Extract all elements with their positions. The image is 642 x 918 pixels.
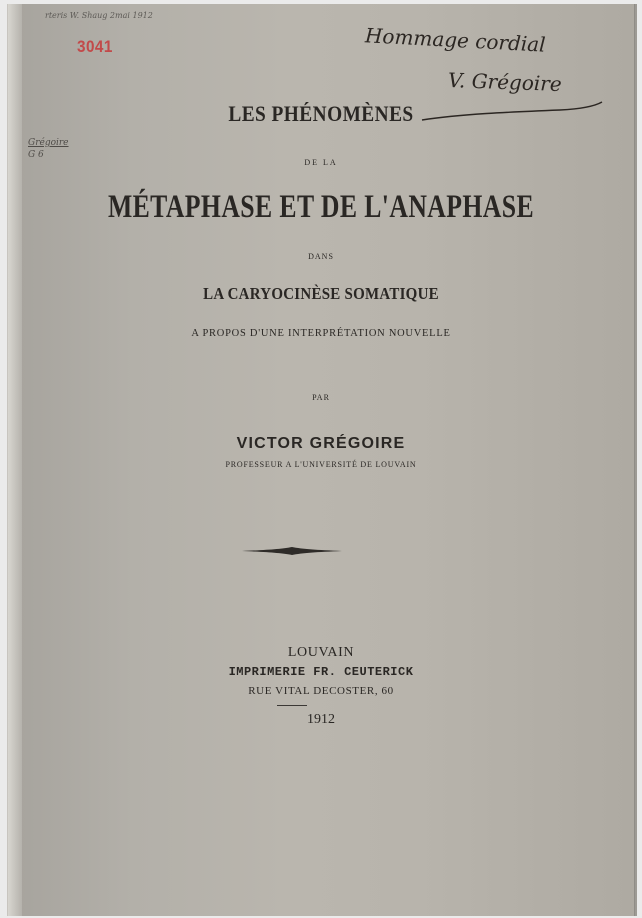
subtitle: LA CARYOCINÈSE SOMATIQUE	[203, 284, 439, 303]
title-line-1: LES PHÉNOMÈNES	[228, 101, 414, 126]
author-name: VICTOR GRÉGOIRE	[236, 435, 406, 452]
pencil-note-left-line2: G 6	[28, 150, 44, 160]
catalog-stamp-number: 3041	[76, 37, 113, 56]
pencil-note-top: rteris W. Shaug 2mai 1912	[45, 11, 153, 20]
publication-year: 1912	[307, 712, 335, 727]
title-connector: DE LA	[304, 158, 338, 167]
printer-name: IMPRIMERIE FR. CEUTERICK	[228, 665, 414, 679]
handwritten-dedication: Hommage cordial	[364, 23, 547, 57]
by-label: PAR	[312, 393, 330, 402]
author-affiliation: PROFESSEUR A L'UNIVERSITÉ DE LOUVAIN	[225, 460, 417, 469]
ornament-divider-icon	[242, 545, 342, 557]
main-title: MÉTAPHASE ET DE L'ANAPHASE	[107, 189, 535, 225]
title-dans: DANS	[308, 252, 334, 261]
publication-city: LOUVAIN	[287, 645, 355, 660]
subtitle-secondary: A PROPOS D'UNE INTERPRÉTATION NOUVELLE	[191, 327, 451, 339]
handwritten-signature: V. Grégoire	[447, 68, 563, 96]
year-rule	[277, 705, 307, 706]
printer-address: RUE VITAL DECOSTER, 60	[248, 685, 394, 697]
pencil-note-left-line1: Grégoire	[28, 138, 69, 148]
